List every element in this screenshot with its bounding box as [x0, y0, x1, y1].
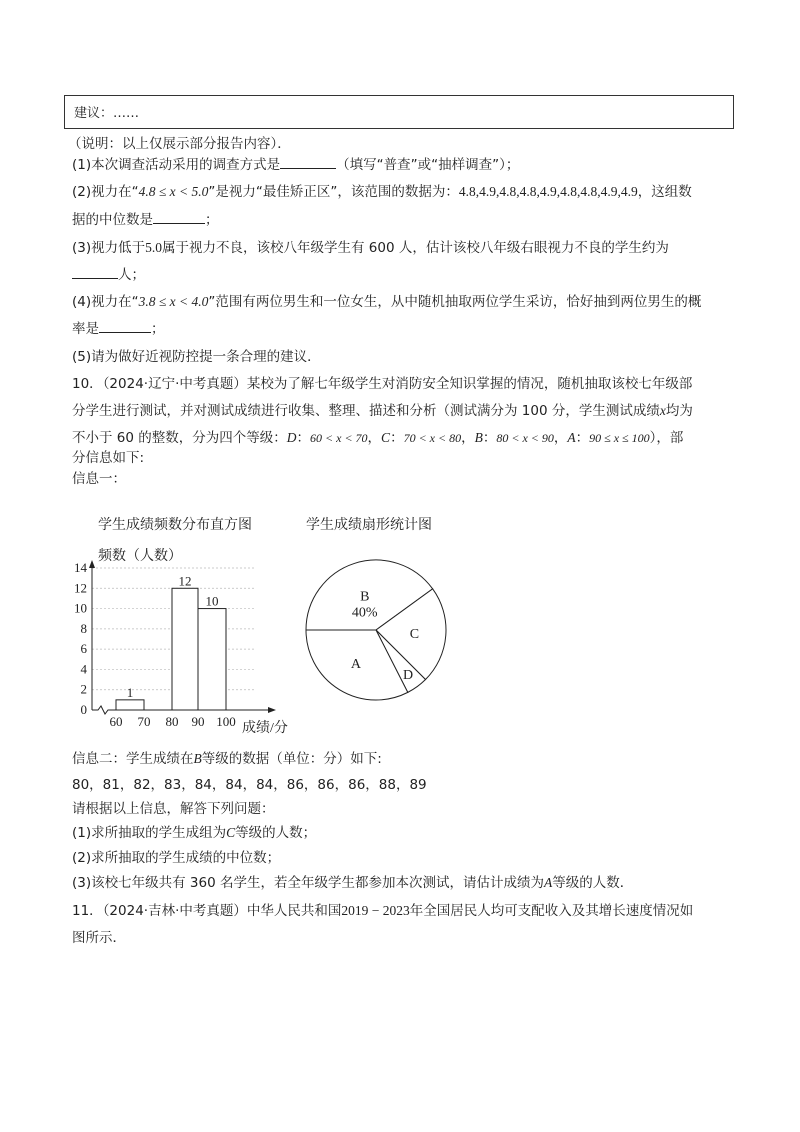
- y-tick-label: 12: [74, 580, 87, 596]
- grade-d: D: [286, 430, 297, 445]
- y-tick-label: 8: [80, 620, 87, 636]
- q9-sub4-range: 3.8 ≤ x < 4.0: [138, 294, 209, 309]
- q10-line2: [72, 399, 693, 419]
- q9-sub2: [72, 180, 692, 200]
- grade-c: C: [381, 430, 391, 445]
- grade-b: B: [474, 430, 483, 445]
- q10-info2-var: B: [193, 751, 202, 766]
- x-tick-label: 90: [191, 714, 205, 729]
- q9-sub4: [72, 290, 701, 310]
- q11-line2: 图所示．: [72, 930, 126, 946]
- q9-note: （说明：以上仅展示部分报告内容）．: [68, 136, 291, 152]
- q9-sub2-line2-prefix: 据的中位数是: [72, 212, 153, 228]
- y-tick-label: 2: [80, 681, 87, 697]
- histogram-chart: [60, 540, 310, 740]
- answer-blank: [280, 167, 336, 169]
- q10-task1: [72, 821, 316, 841]
- y-tick-label: 10: [74, 600, 87, 616]
- answer-blank: [72, 277, 118, 279]
- q11-text1a: 中华人民共和国: [246, 903, 342, 919]
- q9-sub2-prefix: (2)视力在“: [72, 184, 139, 200]
- pie-label: D: [403, 668, 414, 684]
- range-c: 70 < x < 80: [403, 431, 462, 445]
- pie-percent-label: 40%: [351, 605, 378, 621]
- y-axis-arrow: [89, 560, 95, 568]
- x-tick-label: 100: [216, 714, 236, 729]
- bar-value-label: 10: [205, 593, 219, 609]
- q10-b-data: 80，81，82，83，84，84，84，86，86，86，88，89: [72, 777, 427, 793]
- q9-sub1-prefix: (1)本次调查活动采用的调查方式是: [72, 157, 281, 173]
- q9-sub3-text: 属于视力不良，该校八年级学生有 600 人，估计该校八年级右眼视力不良的学生约为: [162, 240, 669, 256]
- answer-blank: [153, 222, 205, 224]
- grade-a: A: [567, 430, 576, 445]
- q9-sub3-prefix: (3)视力低于: [72, 240, 146, 256]
- q9-sub3-line2-suffix: 人；: [118, 267, 145, 283]
- pie-label: B: [360, 589, 370, 605]
- q9-sub4-line2-suffix: ；: [151, 321, 165, 337]
- q11-text1b: 年全国居民人均可支配收入及其增长速度情况如: [409, 903, 694, 919]
- bar-value-label: 12: [178, 573, 192, 589]
- q9-sub2-range: 4.8 ≤ x < 5.0: [138, 184, 209, 199]
- suggestion-text: 建议：……: [74, 106, 140, 121]
- q9-sub4-line2: [72, 317, 165, 337]
- q10-task1-suffix: 等级的人数；: [235, 825, 317, 841]
- q9-sub4-text: ”范围有两位男生和一位女生，从中随机抽取两位学生采访，恰好抽到两位男生的概: [208, 294, 702, 310]
- q11-line1: [72, 899, 693, 919]
- q10-info1: 信息一：: [72, 471, 126, 487]
- q10-var-x: x: [659, 403, 666, 418]
- bar-value-label: 1: [126, 684, 134, 700]
- x-axis-label: 成绩/分: [242, 721, 288, 736]
- q10-info2-prefix: 信息二：学生成绩在: [72, 751, 194, 767]
- q9-sub2-line2: [72, 208, 219, 228]
- q10-task1-var: C: [226, 825, 236, 840]
- q9-sub2-data: 4.8,4.9,4.8,4.8,4.9,4.8,4.8,4.9,4.9: [458, 184, 638, 199]
- x-axis-arrow: [268, 707, 276, 713]
- pie-title: 学生成绩扇形统计图: [306, 517, 432, 533]
- q9-sub2-line2-suffix: ；: [205, 212, 219, 228]
- q10-task3: [72, 871, 633, 891]
- histogram-bar: [198, 609, 226, 710]
- range-a: 90 ≤ x ≤ 100: [589, 431, 650, 445]
- q10-text2a: 分学生进行测试，并对测试成绩进行收集、整理、描述和分析（测试满分为 100 分，学生测试成绩: [72, 403, 660, 419]
- q9-sub5: (5)请为做好近视防控提一条合理的建议．: [72, 349, 321, 365]
- q10-text3: 不小于 60 的整数，分为四个等级：: [72, 430, 287, 446]
- q9-sub2-tail: ，这组数: [637, 184, 692, 200]
- q10-line3: 不小于 60 的整数，分为四个等级：D：60 < x < 70，C：70 < x < 80，B：80 < x < 90，A：90 ≤ x ≤ 100），部: [72, 430, 684, 446]
- q10-text3-tail: ），部: [649, 430, 684, 446]
- q9-sub3-value: 5.0: [145, 240, 162, 255]
- q10-line4: 分信息如下:: [72, 450, 145, 466]
- y-tick-label: 0: [80, 702, 87, 717]
- q10-task2: (2)求所抽取的学生成绩的中位数；: [72, 850, 281, 866]
- x-tick-label: 60: [109, 714, 123, 729]
- q10-task3-suffix: 等级的人数．: [552, 875, 634, 891]
- q10-info2-suffix: 等级的数据（单位：分）如下:: [201, 751, 382, 767]
- q10-ask: 请根据以上信息，解答下列问题：: [72, 801, 275, 817]
- q9-sub1-suffix: （填写“普查”或“抽样调查”）；: [336, 157, 520, 173]
- histogram-bar: [172, 588, 198, 710]
- q9-sub4-prefix: (4)视力在“: [72, 294, 139, 310]
- q10-number: 10．: [72, 376, 103, 392]
- q11-number: 11．: [72, 903, 103, 919]
- q11-source: （2024·吉林·中考真题）: [102, 903, 247, 919]
- q9-sub1: [72, 153, 519, 173]
- suggestion-box: [64, 95, 734, 129]
- pie-label: A: [350, 656, 361, 672]
- histogram-bar: [116, 700, 144, 710]
- y-tick-label: 14: [74, 560, 87, 575]
- q10-info2: [72, 747, 382, 767]
- q9-sub4-line2-prefix: 率是: [72, 321, 99, 337]
- q10-task1-prefix: (1)求所抽取的学生成组为: [72, 825, 227, 841]
- q9-sub2-mid: ”是视力“最佳矫正区”，该范围的数据为：: [208, 184, 459, 200]
- pie-label: C: [409, 627, 420, 643]
- q10-source: （2024·辽宁·中考真题）: [102, 376, 247, 392]
- x-tick-label: 80: [165, 714, 179, 729]
- answer-blank: [99, 331, 151, 333]
- q9-sub3: [72, 236, 669, 256]
- y-tick-label: 4: [80, 661, 87, 677]
- q10-task3-prefix: (3)该校七年级共有 360 名学生，若全年级学生都参加本次测试，请估计成绩为: [72, 875, 544, 891]
- q10-text1: 某校为了解七年级学生对消防安全知识掌握的情况，随机抽取该校七年级部: [246, 376, 693, 392]
- q9-sub3-line2: [72, 263, 145, 283]
- range-d: 60 < x < 70: [310, 431, 368, 445]
- q10-line1: [72, 372, 692, 392]
- pie-chart: [296, 552, 456, 712]
- y-tick-label: 6: [80, 641, 87, 657]
- histogram-title: 学生成绩频数分布直方图: [98, 517, 252, 533]
- y-axis-label: 频数（人数）: [98, 549, 182, 564]
- range-b: 80 < x < 90: [496, 431, 554, 445]
- q10-text2b: 均为: [665, 403, 693, 419]
- x-tick-label: 70: [137, 714, 151, 729]
- q11-years: 2019 − 2023: [341, 903, 410, 918]
- q10-task3-var: A: [543, 875, 553, 890]
